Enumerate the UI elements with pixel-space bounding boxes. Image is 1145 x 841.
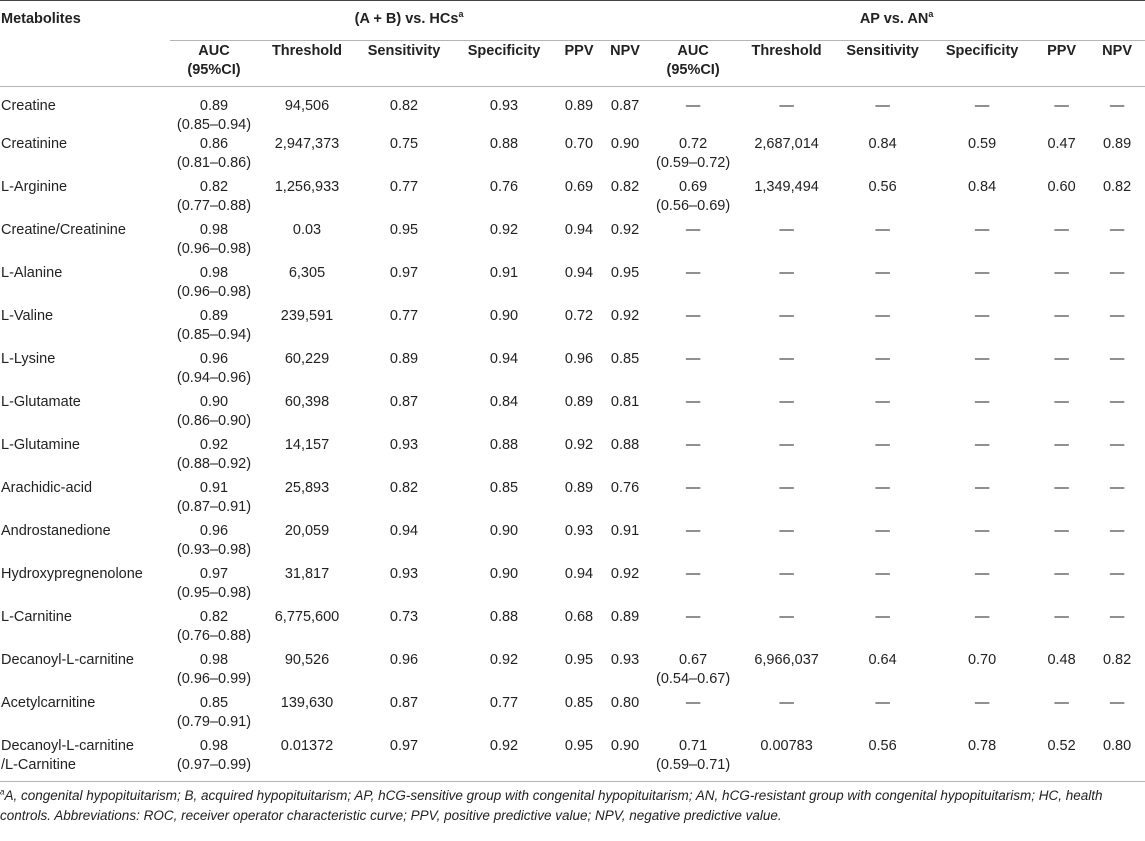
- g2-ppv-cell: —: [1054, 609, 1069, 625]
- g2-spec-cell: —: [974, 695, 990, 711]
- g2-sens-cell: —: [875, 566, 890, 582]
- table-row: [0, 565, 1145, 608]
- g1-spec-cell: 0.84: [489, 394, 519, 410]
- g1-spec-cell: 0.94: [489, 351, 519, 367]
- g2-thr-cell: —: [779, 480, 794, 496]
- g2-ppv-cell: 0.48: [1047, 652, 1076, 668]
- g1-spec-cell: 0.91: [489, 265, 519, 281]
- g1-thr-cell: 0.03: [292, 222, 322, 238]
- g2-thr-cell: —: [779, 222, 794, 238]
- g1-ppv-cell: 0.85: [564, 695, 594, 711]
- g1-auc-cell: 0.96 (0.93–0.98): [176, 523, 252, 558]
- col-threshold: Threshold: [258, 41, 356, 87]
- g1-thr-cell: 1,256,933: [274, 179, 340, 195]
- g1-sens-cell: 0.82: [389, 98, 419, 114]
- table-row: [0, 264, 1145, 307]
- g2-auc-cell: 0.72 (0.59–0.72): [655, 136, 731, 171]
- g2-thr-cell: —: [779, 695, 794, 711]
- g1-auc-cell: 0.97 (0.95–0.98): [176, 566, 252, 601]
- g1-ppv-cell: 0.72: [564, 308, 594, 324]
- table-row: [0, 221, 1145, 264]
- g1-ppv-cell: 0.94: [564, 566, 594, 582]
- g2-auc-cell: —: [685, 609, 701, 625]
- g2-spec-cell: —: [974, 523, 990, 539]
- g1-auc-cell: 0.86 (0.81–0.86): [176, 136, 252, 171]
- g2-sens-cell: 0.84: [868, 136, 897, 152]
- g2-npv-cell: —: [1109, 523, 1125, 539]
- g1-auc-cell: 0.82 (0.77–0.88): [176, 179, 252, 214]
- g1-spec-cell: 0.92: [489, 222, 519, 238]
- g1-auc-cell: 0.92 (0.88–0.92): [176, 437, 252, 472]
- g1-ppv-cell: 0.94: [564, 265, 594, 281]
- g1-ppv-cell: 0.96: [564, 351, 594, 367]
- g2-sens-cell: —: [875, 265, 890, 281]
- g1-ppv-cell: 0.70: [564, 136, 594, 152]
- g2-auc-cell: —: [685, 265, 701, 281]
- metabolite-name: Hydroxypregnenolone: [1, 566, 143, 582]
- g1-npv-cell: 0.93: [610, 652, 640, 668]
- g2-thr-cell: —: [779, 265, 794, 281]
- g2-sens-cell: —: [875, 609, 890, 625]
- g2-sens-cell: —: [875, 222, 890, 238]
- g2-ppv-cell: —: [1054, 480, 1069, 496]
- metabolite-name: Creatinine: [1, 136, 68, 152]
- metabolite-name: L-Arginine: [1, 179, 68, 195]
- g2-npv-cell: —: [1109, 480, 1125, 496]
- table-row: [0, 436, 1145, 479]
- g1-npv-cell: 0.92: [610, 222, 640, 238]
- g1-thr-cell: 139,630: [280, 695, 334, 711]
- g2-ppv-cell: —: [1054, 308, 1069, 324]
- table-row: [0, 737, 1145, 782]
- group1-header: (A + B) vs. HCs$^a$: [170, 1, 648, 41]
- g2-npv-cell: 0.82: [1102, 652, 1132, 668]
- g1-npv-cell: 0.81: [610, 394, 640, 410]
- g1-spec-cell: 0.77: [489, 695, 519, 711]
- table-row: [0, 135, 1145, 178]
- g2-thr-cell: —: [779, 523, 794, 539]
- g2-auc-cell: —: [685, 308, 701, 324]
- g1-sens-cell: 0.73: [389, 609, 419, 625]
- g2-auc-cell: —: [685, 437, 701, 453]
- g2-spec-cell: —: [974, 394, 990, 410]
- g2-auc-cell: —: [685, 480, 701, 496]
- g1-npv-cell: 0.87: [610, 98, 640, 114]
- g1-thr-cell: 6,305: [288, 265, 326, 281]
- g2-ppv-cell: 0.47: [1047, 136, 1076, 152]
- g1-sens-cell: 0.77: [389, 179, 419, 195]
- g2-spec-cell: —: [974, 308, 990, 324]
- g2-spec-cell: —: [974, 265, 990, 281]
- g1-spec-cell: 0.88: [489, 136, 519, 152]
- g2-ppv-cell: —: [1054, 351, 1069, 367]
- g2-spec-cell: 0.70: [967, 652, 997, 668]
- g1-sens-cell: 0.94: [389, 523, 419, 539]
- g1-spec-cell: 0.88: [489, 437, 519, 453]
- g1-thr-cell: 2,947,373: [274, 136, 340, 152]
- g2-npv-cell: 0.89: [1102, 136, 1132, 152]
- g2-thr-cell: 1,349,494: [754, 179, 819, 195]
- g2-thr-cell: —: [779, 566, 794, 582]
- g1-spec-cell: 0.92: [452, 737, 556, 782]
- g1-npv-cell: 0.80: [610, 695, 640, 711]
- g1-thr-cell: 239,591: [280, 308, 334, 324]
- g2-auc-cell: 0.71 (0.59–0.71): [648, 737, 738, 782]
- g1-spec-cell: 0.90: [489, 523, 519, 539]
- g2-ppv-cell: —: [1054, 695, 1069, 711]
- g1-thr-cell: 0.01372: [258, 737, 356, 782]
- g2-ppv-cell: 0.60: [1047, 179, 1076, 195]
- g1-sens-cell: 0.87: [389, 695, 419, 711]
- g1-thr-cell: 90,526: [284, 652, 330, 668]
- g2-thr-cell: —: [779, 437, 794, 453]
- g2-auc-cell: —: [685, 566, 701, 582]
- g2-npv-cell: —: [1109, 98, 1125, 114]
- g1-sens-cell: 0.93: [389, 437, 419, 453]
- g2-spec-cell: 0.84: [967, 179, 997, 195]
- g1-thr-cell: 60,229: [284, 351, 330, 367]
- table-body: [0, 87, 1145, 782]
- g2-auc-cell: —: [685, 695, 701, 711]
- g2-sens-cell: —: [875, 523, 890, 539]
- g1-auc-cell: 0.82 (0.76–0.88): [176, 609, 252, 644]
- g2-sens-cell: 0.56: [835, 737, 930, 782]
- col-auc: AUC (95%CI): [170, 41, 258, 87]
- g2-spec-cell: —: [974, 98, 990, 114]
- g1-npv-cell: 0.92: [610, 566, 640, 582]
- col-sensitivity: Sensitivity: [356, 41, 452, 87]
- g1-sens-cell: 0.97: [389, 265, 419, 281]
- g1-thr-cell: 31,817: [284, 566, 330, 582]
- col-specificity: Specificity: [452, 41, 556, 87]
- g1-npv-cell: 0.82: [610, 179, 640, 195]
- g1-ppv-cell: 0.68: [564, 609, 594, 625]
- table-row: [0, 479, 1145, 522]
- g2-npv-cell: —: [1109, 308, 1125, 324]
- g1-npv-cell: 0.76: [610, 480, 640, 496]
- g2-sens-cell: —: [875, 308, 890, 324]
- table-row: [0, 608, 1145, 651]
- g1-auc-cell: 0.98 (0.97–0.99): [170, 737, 258, 782]
- g1-auc-cell: 0.96 (0.94–0.96): [176, 351, 252, 386]
- g1-auc-cell: 0.91 (0.87–0.91): [176, 480, 252, 515]
- g1-ppv-cell: 0.69: [564, 179, 594, 195]
- metabolites-header: Metabolites: [0, 1, 170, 41]
- g2-spec-cell: —: [974, 222, 990, 238]
- g1-ppv-cell: 0.94: [564, 222, 594, 238]
- g1-auc-cell: 0.85 (0.79–0.91): [176, 695, 252, 730]
- g2-auc-cell: —: [685, 523, 701, 539]
- g1-npv-cell: 0.90: [602, 737, 648, 782]
- g1-ppv-cell: 0.89: [564, 480, 594, 496]
- g1-sens-cell: 0.93: [389, 566, 419, 582]
- g2-spec-cell: —: [974, 351, 990, 367]
- g2-npv-cell: —: [1109, 609, 1125, 625]
- metabolite-name: Decanoyl-L-carnitine: [1, 652, 134, 668]
- g2-sens-cell: —: [875, 695, 890, 711]
- g1-npv-cell: 0.92: [610, 308, 640, 324]
- metabolite-name: Arachidic-acid: [1, 480, 93, 496]
- g2-thr-cell: —: [779, 308, 794, 324]
- g2-spec-cell: —: [974, 609, 990, 625]
- g1-sens-cell: 0.89: [389, 351, 419, 367]
- g1-ppv-cell: 0.95: [556, 737, 602, 782]
- g1-spec-cell: 0.90: [489, 308, 519, 324]
- g1-sens-cell: 0.77: [389, 308, 419, 324]
- g1-sens-cell: 0.96: [389, 652, 419, 668]
- g2-npv-cell: —: [1109, 695, 1125, 711]
- g1-sens-cell: 0.95: [389, 222, 419, 238]
- g1-thr-cell: 25,893: [284, 480, 330, 496]
- g2-ppv-cell: —: [1054, 437, 1069, 453]
- g2-npv-cell: —: [1109, 394, 1125, 410]
- metabolite-name: L-Lysine: [1, 351, 56, 367]
- g2-spec-cell: —: [974, 480, 990, 496]
- g1-ppv-cell: 0.92: [564, 437, 594, 453]
- g1-npv-cell: 0.88: [610, 437, 640, 453]
- g2-spec-cell: 0.59: [967, 136, 997, 152]
- metabolite-name: Acetylcarnitine: [1, 695, 96, 711]
- table-row: [0, 651, 1145, 694]
- metabolite-name: Creatine: [1, 98, 56, 114]
- g1-sens-cell: 0.97: [356, 737, 452, 782]
- g2-thr-cell: 6,966,037: [754, 652, 819, 668]
- metabolite-name: Creatine/Creatinine: [1, 222, 126, 238]
- g2-ppv-cell: —: [1054, 222, 1069, 238]
- metabolite-name: Decanoyl-L-carnitine /L-Carnitine: [0, 737, 170, 782]
- col-ppv-2: PPV: [1034, 41, 1089, 87]
- group2-header: AP vs. $AN^a$: [648, 1, 1145, 41]
- col-specificity-2: Specificity: [930, 41, 1034, 87]
- g2-thr-cell: —: [779, 98, 794, 114]
- g1-npv-cell: 0.85: [610, 351, 640, 367]
- g2-auc-cell: 0.69 (0.56–0.69): [655, 179, 731, 214]
- g2-npv-cell: —: [1109, 222, 1125, 238]
- g2-thr-cell: —: [779, 351, 794, 367]
- metabolite-name: Androstanedione: [1, 523, 111, 539]
- g1-ppv-cell: 0.89: [564, 98, 594, 114]
- g2-thr-cell: —: [779, 394, 794, 410]
- g1-auc-cell: 0.98 (0.96–0.99): [176, 652, 252, 687]
- table-row: [0, 87, 1145, 136]
- g2-auc-cell: —: [685, 351, 701, 367]
- g1-spec-cell: 0.76: [489, 179, 519, 195]
- g1-sens-cell: 0.87: [389, 394, 419, 410]
- metabolite-name: L-Valine: [1, 308, 54, 324]
- g2-auc-cell: 0.67 (0.54–0.67): [655, 652, 731, 687]
- g1-auc-cell: 0.89 (0.85–0.94): [176, 308, 252, 343]
- g2-spec-cell: —: [974, 566, 990, 582]
- g1-spec-cell: 0.92: [489, 652, 519, 668]
- g2-sens-cell: —: [875, 351, 890, 367]
- g1-auc-cell: 0.89 (0.85–0.94): [176, 98, 252, 133]
- col-threshold-2: Threshold: [738, 41, 835, 87]
- g1-npv-cell: 0.95: [610, 265, 640, 281]
- g1-spec-cell: 0.88: [489, 609, 519, 625]
- g2-auc-cell: —: [685, 394, 701, 410]
- g1-npv-cell: 0.89: [610, 609, 640, 625]
- metabolite-name: L-Glutamine: [1, 437, 80, 453]
- g2-spec-cell: —: [974, 437, 990, 453]
- g1-ppv-cell: 0.89: [564, 394, 594, 410]
- metabolite-name: L-Alanine: [1, 265, 63, 281]
- g2-ppv-cell: —: [1054, 98, 1069, 114]
- table-row: [0, 393, 1145, 436]
- g2-npv-cell: —: [1109, 265, 1125, 281]
- g1-ppv-cell: 0.95: [564, 652, 594, 668]
- col-npv: NPV: [602, 41, 648, 87]
- table-row: [0, 307, 1145, 350]
- col-auc-2: AUC (95%CI): [648, 41, 738, 87]
- g2-thr-cell: —: [779, 609, 794, 625]
- g2-spec-cell: 0.78: [930, 737, 1034, 782]
- table-footnote: $^a$A, congenital hypopituitarism; B, acquired hypopituitarism; AP, hCG-sensitive group with congenital hypopituitarism; AN, hCG-resistant group with congenital hypopituitarism; HC, health controls. Abbreviations: ROC, receiver operator characteristic curve; PPV, positive predictive value; NPV, negative predictive value.: [0, 787, 1103, 823]
- g1-auc-cell: 0.90 (0.86–0.90): [176, 394, 252, 429]
- g2-sens-cell: —: [875, 394, 890, 410]
- table-row: [0, 350, 1145, 393]
- g2-ppv-cell: —: [1054, 566, 1069, 582]
- g2-sens-cell: —: [875, 480, 890, 496]
- table-row: [0, 694, 1145, 737]
- g2-ppv-cell: —: [1054, 394, 1069, 410]
- g1-npv-cell: 0.90: [610, 136, 640, 152]
- g1-auc-cell: 0.98 (0.96–0.98): [176, 265, 252, 300]
- g2-auc-cell: —: [685, 222, 701, 238]
- g1-sens-cell: 0.75: [389, 136, 419, 152]
- g2-thr-cell: 2,687,014: [754, 136, 819, 152]
- g2-sens-cell: 0.56: [868, 179, 897, 195]
- g2-ppv-cell: —: [1054, 523, 1069, 539]
- g1-spec-cell: 0.85: [489, 480, 519, 496]
- g2-sens-cell: 0.64: [868, 652, 897, 668]
- g2-sens-cell: —: [875, 437, 890, 453]
- g1-sens-cell: 0.82: [389, 480, 419, 496]
- g1-spec-cell: 0.93: [489, 98, 519, 114]
- col-ppv: PPV: [556, 41, 602, 87]
- g1-thr-cell: 20,059: [284, 523, 330, 539]
- blank-header: [0, 41, 170, 87]
- g1-thr-cell: 6,775,600: [274, 609, 340, 625]
- g2-auc-cell: —: [685, 98, 701, 114]
- g2-npv-cell: —: [1109, 566, 1125, 582]
- table-row: [0, 522, 1145, 565]
- g1-npv-cell: 0.91: [610, 523, 640, 539]
- g2-sens-cell: —: [875, 98, 890, 114]
- g2-ppv-cell: 0.52: [1034, 737, 1089, 782]
- g2-thr-cell: 0.00783: [738, 737, 835, 782]
- col-npv-2: NPV: [1089, 41, 1145, 87]
- metabolite-name: L-Glutamate: [1, 394, 81, 410]
- g1-thr-cell: 94,506: [284, 98, 330, 114]
- g1-ppv-cell: 0.93: [564, 523, 594, 539]
- g2-npv-cell: —: [1109, 437, 1125, 453]
- col-sensitivity-2: Sensitivity: [835, 41, 930, 87]
- g1-thr-cell: 14,157: [284, 437, 330, 453]
- g1-spec-cell: 0.90: [489, 566, 519, 582]
- g2-npv-cell: —: [1109, 351, 1125, 367]
- g1-auc-cell: 0.98 (0.96–0.98): [176, 222, 252, 257]
- g1-thr-cell: 60,398: [284, 394, 330, 410]
- g2-npv-cell: 0.82: [1102, 179, 1132, 195]
- g2-ppv-cell: —: [1054, 265, 1069, 281]
- metabolite-name: L-Carnitine: [1, 609, 72, 625]
- g2-npv-cell: 0.80: [1089, 737, 1145, 782]
- table-row: [0, 178, 1145, 221]
